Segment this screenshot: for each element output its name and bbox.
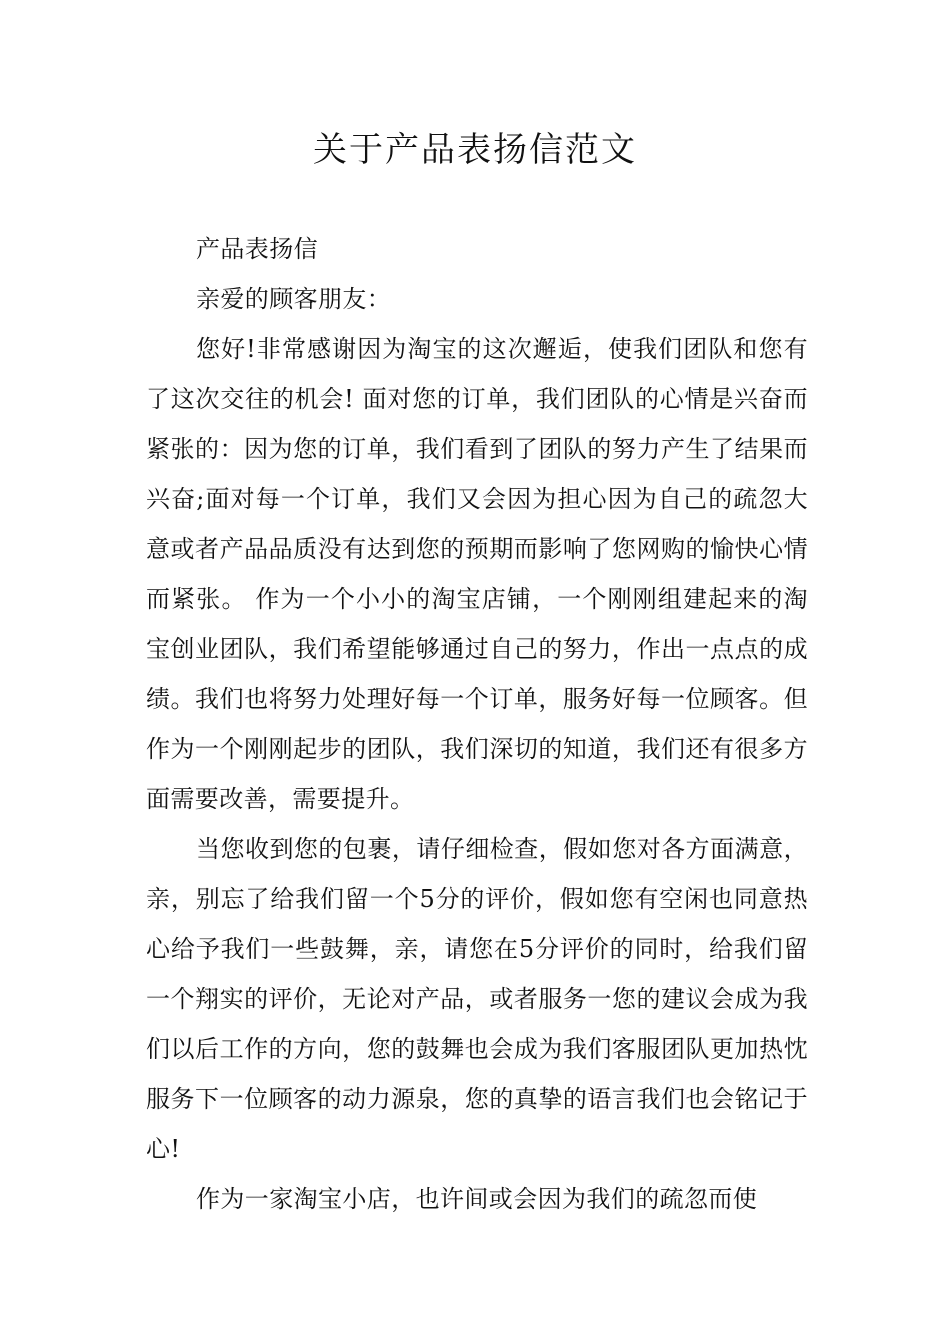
paragraph-review-request: 当您收到您的包裹，请仔细检查，假如您对各方面满意，亲，别忘了给我们留一个5分的评价，假如您有空闲也同意热心给予我们一些鼓舞，亲，请您在5分评价的同时，给我们留一个翔实的评价，无论对产品，或者服务一您的建议会成为我们以后工作的方向，您的鼓舞也会成为我们客服团队更加热忱服务下一位顾客的动力源泉，您的真挚的语言我们也会铭记于心! bbox=[146, 835, 808, 1163]
paragraph-subject-heading: 产品表扬信 bbox=[196, 235, 318, 263]
document-body bbox=[146, 224, 808, 1224]
paragraph-closing-fragment: 作为一家淘宝小店，也许间或会因为我们的疏忽而使 bbox=[196, 1185, 758, 1213]
document-title: 关于产品表扬信范文 bbox=[313, 130, 637, 170]
paragraph-salutation: 亲爱的顾客朋友： bbox=[196, 285, 392, 313]
paragraph-greeting-body: 您好!非常感谢因为淘宝的这次邂逅，使我们团队和您有了这次交往的机会! 面对您的订单，我们团队的心情是兴奋而紧张的：因为您的订单，我们看到了团队的努力产生了结果而兴奋;面对每一个订单，我们又会因为担心因为自己的疏忽大意或者产品品质没有达到您的预期而影响了您网购的愉快心情而紧张。 作为一个小小的淘宝店铺，一个刚刚组建起来的淘宝创业团队，我们希望能够通过自己的努力，作出一点点的成绩。我们也将努力处理好每一个订单，服务好每一位顾客。但作为一个刚刚起步的团队，我们深切的知道，我们还有很多方面需要改善，需要提升。 bbox=[146, 335, 808, 813]
